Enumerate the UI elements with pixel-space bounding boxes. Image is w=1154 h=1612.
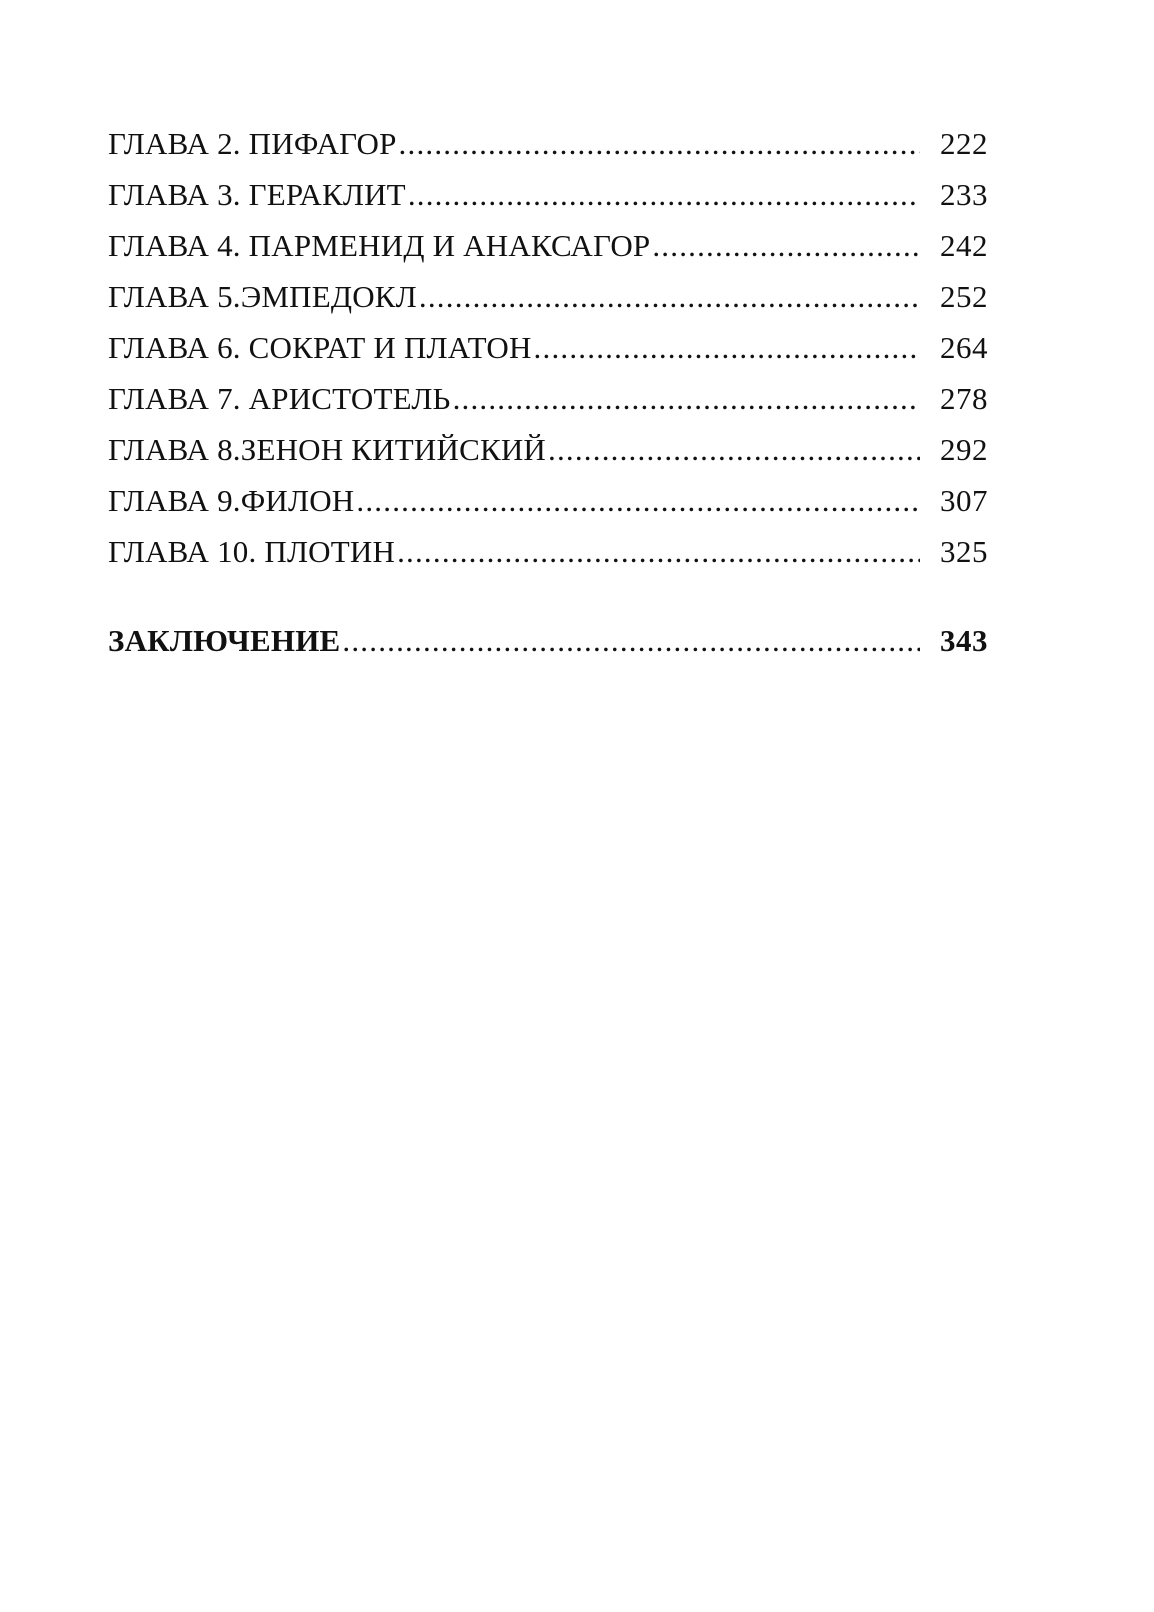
- toc-entry-title: ГЛАВА 2. ПИФАГОР: [108, 126, 397, 161]
- toc-entry-page: 264: [940, 330, 988, 365]
- toc-entry[interactable]: [108, 332, 988, 363]
- toc-entry-title: ЗАКЛЮЧЕНИЕ: [108, 623, 341, 658]
- toc-entry[interactable]: [108, 230, 988, 261]
- toc-entry-page: 325: [940, 534, 988, 569]
- toc-entry[interactable]: [108, 383, 988, 414]
- toc-leader-dots: [534, 332, 920, 363]
- toc-entry-title: ГЛАВА 8.ЗЕНОН КИТИЙСКИЙ: [108, 432, 546, 467]
- toc-entry-title: ГЛАВА 10. ПЛОТИН: [108, 534, 396, 569]
- toc-entry[interactable]: [108, 485, 988, 516]
- toc-entry-title: ГЛАВА 6. СОКРАТ И ПЛАТОН: [108, 330, 532, 365]
- toc-leader-dots: [399, 128, 920, 159]
- toc-entry-page: 343: [940, 623, 988, 658]
- toc-leader-dots: [408, 179, 920, 210]
- toc-entry[interactable]: [108, 179, 988, 210]
- toc-entry-title: ГЛАВА 4. ПАРМЕНИД И АНАКСАГОР: [108, 228, 651, 263]
- toc-entry-page: 278: [940, 381, 988, 416]
- toc-entry-title: ГЛАВА 5.ЭМПЕДОКЛ: [108, 279, 417, 314]
- toc-entry-page: 307: [940, 483, 988, 518]
- toc-entry-title: ГЛАВА 3. ГЕРАКЛИТ: [108, 177, 406, 212]
- toc-entry[interactable]: [108, 128, 988, 159]
- toc-entry[interactable]: [108, 281, 988, 312]
- toc-leader-dots: [548, 434, 920, 465]
- toc-entry-title: ГЛАВА 9.ФИЛОН: [108, 483, 355, 518]
- toc-entry-conclusion[interactable]: [108, 625, 988, 656]
- table-of-contents: [108, 128, 988, 676]
- toc-leader-dots: [652, 230, 920, 261]
- toc-entry-title: ГЛАВА 7. АРИСТОТЕЛЬ: [108, 381, 451, 416]
- toc-leader-dots: [419, 281, 920, 312]
- toc-entry-page: 242: [940, 228, 988, 263]
- toc-entry-page: 252: [940, 279, 988, 314]
- toc-leader-dots: [397, 536, 920, 567]
- toc-entry[interactable]: [108, 434, 988, 465]
- toc-entry-page: 292: [940, 432, 988, 467]
- toc-entry-page: 233: [940, 177, 988, 212]
- toc-leader-dots: [453, 383, 920, 414]
- toc-entry-page: 222: [940, 126, 988, 161]
- toc-entry[interactable]: [108, 536, 988, 567]
- toc-leader-dots: [342, 625, 920, 656]
- toc-leader-dots: [356, 485, 920, 516]
